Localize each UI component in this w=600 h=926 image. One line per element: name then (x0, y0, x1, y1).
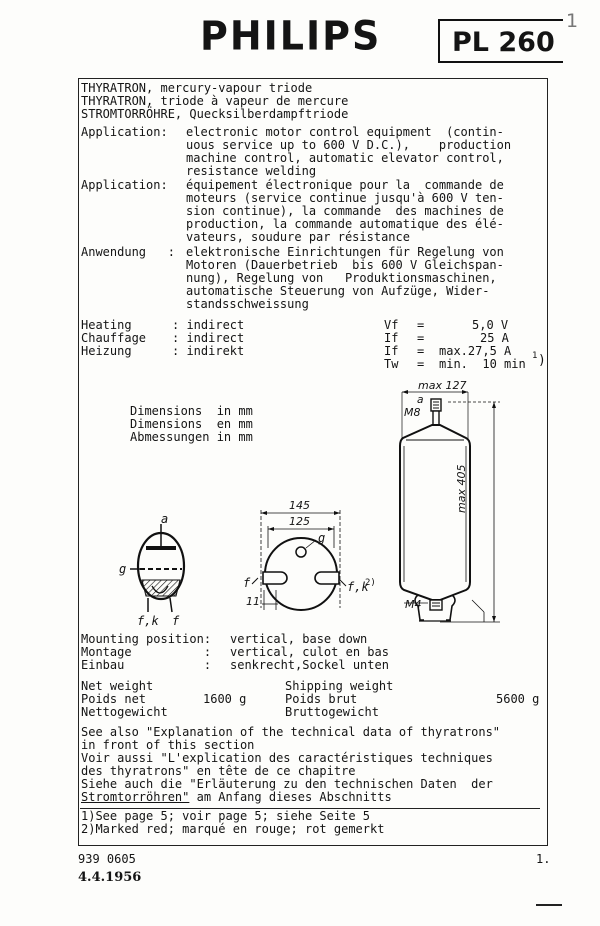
heating-label-de: Heizung (81, 344, 132, 358)
application-label-en: Application: (81, 125, 168, 139)
param-vf-eq: = (417, 318, 425, 332)
param-tw-symbol: Tw (384, 357, 399, 371)
mounting-label-en: Mounting position: (81, 632, 212, 646)
tube-max-height: max 405 (455, 464, 468, 513)
base-dim-11: 11 (246, 595, 260, 608)
see-also-en-2: in front of this section (81, 738, 255, 752)
mounting-value-de: senkrecht,Sockel unten (230, 658, 389, 672)
triode-symbol (130, 524, 184, 612)
mounting-label-de: Einbau : (81, 658, 212, 672)
param-if-value: 25 A (480, 331, 509, 345)
base-dim-145: 145 (289, 499, 310, 512)
application-text-fr-4: production, la commande automatique des élé- (186, 217, 504, 231)
net-weight-label-de: Nettogewicht (81, 705, 168, 719)
see-also-fr-1: Voir aussi "L'explication des caractéristiques techniques (81, 751, 493, 765)
tube-thread-m4: M4 (405, 598, 422, 611)
footer-reference: 939 0605 (78, 852, 136, 866)
heating-label-en: Heating (81, 318, 132, 332)
shipping-weight-label-en: Shipping weight (285, 679, 394, 693)
note-2: 2)Marked red; marqué en rouge; rot gemerkt (81, 822, 385, 836)
param-ifmax-value: max.27,5 A (439, 344, 512, 358)
param-if-eq: = (417, 331, 425, 345)
application-text-en-3: machine control, automatic elevator control, (186, 151, 504, 165)
footer-dash (536, 904, 562, 906)
heating-label-fr: Chauffage (81, 331, 147, 345)
note-1: 1)See page 5; voir page 5; siehe Seite 5 (81, 809, 370, 823)
application-text-de-1: elektronische Einrichtungen für Regelung von (186, 245, 504, 259)
application-text-en-4: resistance welding (186, 164, 317, 178)
brand-logo: PHILIPS (200, 12, 382, 60)
application-text-de-5: standsschweissung (186, 297, 309, 311)
net-weight-label-fr: Poids net (81, 692, 147, 706)
application-text-en-2: uous service up to 600 V D.C.), production (186, 138, 512, 152)
footer-page: 1. (536, 852, 551, 866)
type-code-box: PL 260 (438, 19, 563, 63)
param-tw-value: min. 10 min (439, 357, 526, 371)
corner-page-number: 1 (566, 10, 579, 32)
base-pin-f: f (243, 576, 251, 590)
shipping-weight-label-de: Bruttogewicht (285, 705, 379, 719)
application-text-de-2: Motoren (Dauerbetrieb bis 600 V Gleichspan- (186, 258, 504, 272)
heating-value-en: : indirect (172, 318, 245, 332)
application-text-de-4: automatische Steuerung von Aufzüge, Wider- (186, 284, 490, 298)
tube-max-width: max 127 (418, 379, 467, 392)
application-text-de-3: nung), Regelung von Produktionsmaschinen, (186, 271, 497, 285)
base-pin-g: g (318, 531, 326, 545)
see-also-de-2: Stromtorröhren" am Anfang dieses Abschnitts (81, 790, 392, 804)
heating-value-de: : indirekt (172, 344, 245, 358)
title-en: THYRATRON, mercury-vapour triode (81, 81, 313, 95)
mounting-value-fr: vertical, culot en bas (230, 645, 389, 659)
see-also-de-1: Siehe auch die "Erläuterung zu den technischen Daten der (81, 777, 493, 791)
base-pin-fk: f,k (347, 580, 369, 594)
application-text-fr-2: moteurs (service continue jusqu'à 600 V ten- (186, 191, 504, 205)
symbol-label-g: g (119, 562, 127, 576)
param-ifmax-eq: = (417, 344, 425, 358)
tube-terminal-a: a (417, 393, 424, 406)
title-de: STROMTORRÖHRE, Quecksilberdampftriode (81, 107, 349, 121)
application-label-fr: Application: (81, 178, 168, 192)
mounting-label-fr: Montage : (81, 645, 212, 659)
param-ifmax-symbol: If (384, 344, 399, 358)
application-label-de: Anwendung : (81, 245, 175, 259)
see-also-fr-2: des thyratrons" en tête de ce chapitre (81, 764, 356, 778)
net-weight-value: 1600 g (203, 692, 247, 706)
net-weight-label-en: Net weight (81, 679, 154, 693)
dimensions-label-fr: Dimensions en mm (130, 417, 253, 431)
shipping-weight-label-fr: Poids brut (285, 692, 358, 706)
application-text-fr-3: sion continue), la commande des machines de (186, 204, 504, 218)
dimensions-label-de: Abmessungen in mm (130, 430, 253, 444)
application-text-fr-1: équipement électronique pour la commande de (186, 178, 504, 192)
symbol-label-f: f (172, 614, 180, 628)
title-fr: THYRATRON, triode à vapeur de mercure (81, 94, 349, 108)
footer-date: 4.4.1956 (78, 870, 142, 885)
param-tw-paren: ) (538, 353, 546, 368)
tube-thread-m8: M8 (404, 406, 421, 419)
param-vf-value: 5,0 V (472, 318, 509, 332)
param-tw-eq: = (417, 357, 425, 371)
base-dim-125: 125 (289, 515, 310, 528)
symbol-label-a: a (161, 512, 169, 526)
param-vf-symbol: Vf (384, 318, 399, 332)
application-text-en-1: electronic motor control equipment (contin- (186, 125, 504, 139)
see-also-underlined: Stromtorröhren" (81, 790, 190, 804)
base-pin-fk-note: 2) (365, 578, 376, 588)
dimensions-label-en: Dimensions in mm (130, 404, 253, 418)
symbol-label-fk: f,k (137, 614, 159, 628)
param-tw-note: 1 (532, 351, 538, 361)
heating-value-fr: : indirect (172, 331, 245, 345)
shipping-weight-value: 5600 g (496, 692, 540, 706)
see-also-en-1: See also "Explanation of the technical data of thyratrons" (81, 725, 501, 739)
application-text-fr-5: vateurs, soudure par résistance (186, 230, 410, 244)
tube-outline-drawing (400, 390, 500, 622)
mounting-value-en: vertical, base down (230, 632, 368, 646)
param-if-symbol: If (384, 331, 399, 345)
